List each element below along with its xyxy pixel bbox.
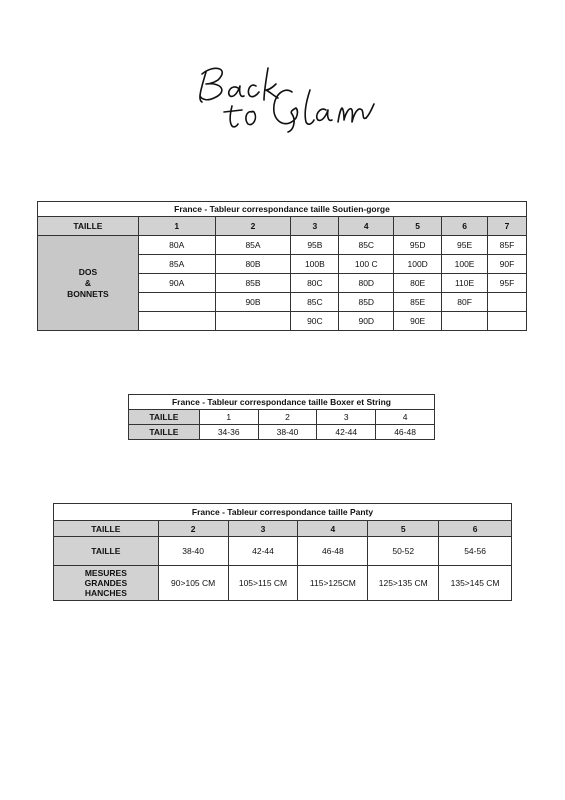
table-cell: 95D (394, 236, 442, 255)
size-header: 2 (258, 410, 317, 425)
table-cell: 125>135 CM (368, 566, 439, 601)
table-cell: 80E (394, 274, 442, 293)
side-label-line: BONNETS (67, 288, 109, 299)
size-header: 5 (368, 521, 439, 537)
mesures-label-line: HANCHES (84, 588, 127, 598)
table-cell: 54-56 (439, 537, 512, 566)
side-label-line: DOS (78, 266, 98, 277)
table-cell: 80B (215, 255, 291, 274)
table-cell: 90E (394, 312, 442, 331)
size-header: 1 (199, 410, 258, 425)
table-cell: 42-44 (317, 425, 376, 440)
table-cell: 46-48 (298, 537, 368, 566)
table-title: France - Tableur correspondance taille Soutien-gorge (38, 202, 527, 217)
table-cell (138, 293, 215, 312)
size-header: 2 (215, 217, 291, 236)
table-cell: 95E (442, 236, 488, 255)
table-cell: 80C (291, 274, 339, 293)
table-cell: 100B (291, 255, 339, 274)
back-to-glam-logo (192, 62, 378, 134)
table-cell: 105>115 CM (228, 566, 298, 601)
table-title: France - Tableur correspondance taille Panty (54, 504, 512, 521)
header-label: TAILLE (38, 217, 139, 236)
table-cell (488, 293, 527, 312)
table-cell: 90C (291, 312, 339, 331)
table-cell: 90F (488, 255, 527, 274)
table-cell: 85C (291, 293, 339, 312)
mesures-label (54, 566, 159, 601)
table-cell: 46-48 (376, 425, 435, 440)
table-cell: 85C (339, 236, 394, 255)
table-cell: 115>125CM (298, 566, 368, 601)
size-header: 4 (298, 521, 368, 537)
table-cell: 80F (442, 293, 488, 312)
table-cell: 90B (215, 293, 291, 312)
table-cell: 34-36 (199, 425, 258, 440)
table-cell (442, 312, 488, 331)
table-cell (488, 312, 527, 331)
table-cell: 50-52 (368, 537, 439, 566)
size-header: 3 (291, 217, 339, 236)
mesures-label-line: GRANDES (84, 578, 128, 588)
table-cell: 85A (138, 255, 215, 274)
panty-size-table (53, 503, 512, 601)
table-cell: 85A (215, 236, 291, 255)
mesures-label-line: MESURES (84, 568, 127, 578)
boxer-string-size-table (128, 394, 435, 440)
table-cell: 85B (215, 274, 291, 293)
taille-label: TAILLE (54, 537, 159, 566)
table-cell: 90A (138, 274, 215, 293)
dos-bonnets-label (38, 236, 139, 331)
size-header: 4 (339, 217, 394, 236)
table-cell: 80D (339, 274, 394, 293)
table-cell (138, 312, 215, 331)
table-cell: 85D (339, 293, 394, 312)
table-cell: 38-40 (258, 425, 317, 440)
table-cell: 90>105 CM (158, 566, 228, 601)
soutien-gorge-size-table (37, 201, 527, 331)
table-cell: 100 C (339, 255, 394, 274)
header-label: TAILLE (129, 410, 200, 425)
table-cell: 100D (394, 255, 442, 274)
table-cell: 38-40 (158, 537, 228, 566)
table-cell: 100E (442, 255, 488, 274)
table-cell: 110E (442, 274, 488, 293)
table-cell: 95B (291, 236, 339, 255)
table-cell (215, 312, 291, 331)
table-cell: 90D (339, 312, 394, 331)
table-cell: 42-44 (228, 537, 298, 566)
size-header: 3 (228, 521, 298, 537)
table-cell: 85F (488, 236, 527, 255)
size-header: 4 (376, 410, 435, 425)
size-header: 2 (158, 521, 228, 537)
table-cell: 85E (394, 293, 442, 312)
size-header: 5 (394, 217, 442, 236)
table-cell: 135>145 CM (439, 566, 512, 601)
side-label-line: & (84, 277, 91, 288)
table-title: France - Tableur correspondance taille Boxer et String (129, 395, 435, 410)
size-header: 6 (442, 217, 488, 236)
header-label: TAILLE (54, 521, 159, 537)
table-cell: 95F (488, 274, 527, 293)
size-header: 7 (488, 217, 527, 236)
size-header: 1 (138, 217, 215, 236)
size-header: 6 (439, 521, 512, 537)
row-label: TAILLE (129, 425, 200, 440)
size-header: 3 (317, 410, 376, 425)
table-cell: 80A (138, 236, 215, 255)
